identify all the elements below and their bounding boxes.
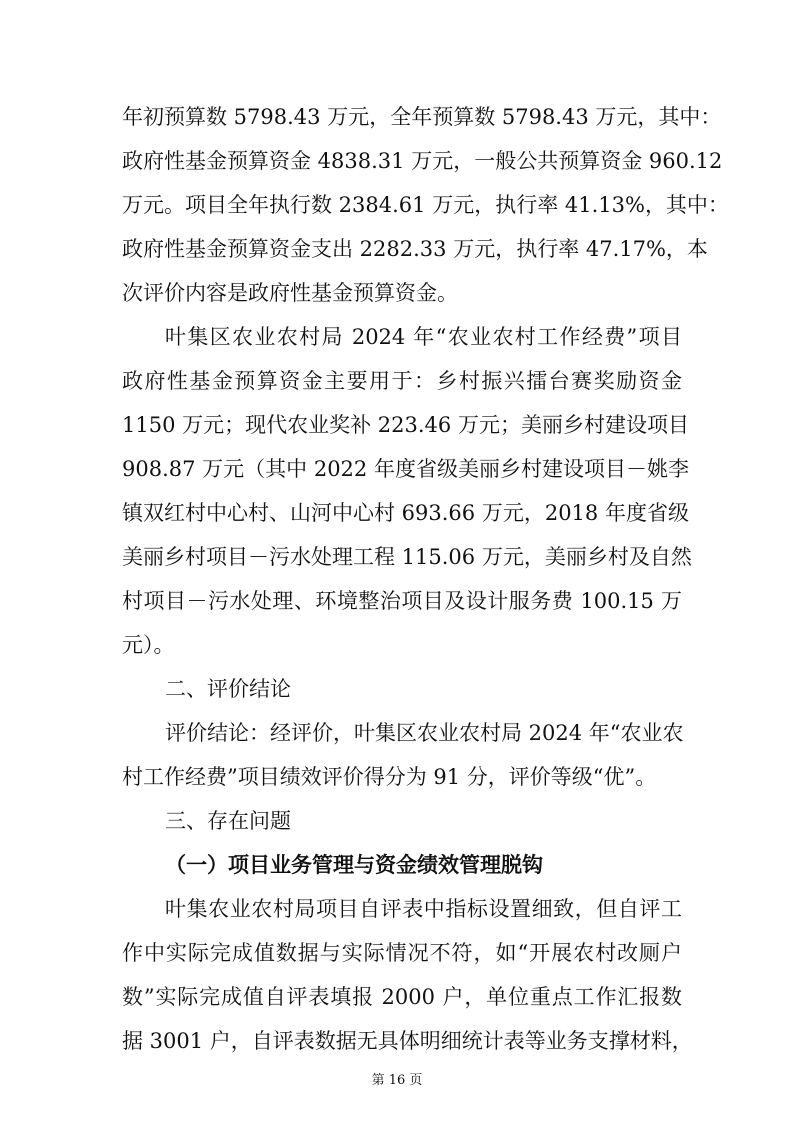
section-3-line-3: 数”实际完成值自评表填报 2000 户，单位重点工作汇报数	[122, 985, 682, 1009]
paragraph-1-line-3: 万元。项目全年执行数 2384.61 万元，执行率 41.13%，其中：	[122, 193, 729, 217]
section-3-line-4: 据 3001 户，自评表数据无具体明细统计表等业务支撑材料，	[122, 1029, 693, 1053]
section-2-line-1: 评价结论：经评价，叶集区农业农村局 2024 年“农业农	[165, 721, 684, 745]
paragraph-2-line-7: 村项目－污水处理、环境整治项目及设计服务费 100.15 万	[122, 589, 682, 613]
paragraph-2-line-1: 叶集区农业农村局 2024 年“农业农村工作经费”项目	[165, 325, 682, 349]
section-3-heading: 三、存在问题	[165, 809, 291, 833]
page-number: 第 16 页	[371, 1073, 423, 1088]
paragraph-2-line-2: 政府性基金预算资金主要用于：乡村振兴擂台赛奖励资金	[122, 369, 682, 393]
paragraph-2-line-5: 镇双红村中心村、山河中心村 693.66 万元，2018 年度省级	[122, 501, 689, 525]
paragraph-2-line-3: 1150 万元；现代农业奖补 223.46 万元；美丽乡村建设项目	[122, 413, 689, 437]
paragraph-1-line-1: 年初预算数 5798.43 万元，全年预算数 5798.43 万元，其中：	[122, 105, 722, 129]
paragraph-2-line-6: 美丽乡村项目－污水处理工程 115.06 万元，美丽乡村及自然	[122, 545, 692, 569]
paragraph-2-line-8: 元）。	[122, 633, 175, 657]
section-2-line-2: 村工作经费”项目绩效评价得分为 91 分，评价等级“优”。	[122, 765, 657, 789]
paragraph-1-line-4: 政府性基金预算资金支出 2282.33 万元，执行率 47.17%，本	[122, 237, 708, 261]
section-3-line-1: 叶集农业农村局项目自评表中指标设置细致，但自评工	[165, 897, 682, 921]
section-3-subheading: （一）项目业务管理与资金绩效管理脱钩	[165, 853, 543, 877]
paragraph-2-line-4: 908.87 万元（其中 2022 年度省级美丽乡村建设项目－姚李	[122, 457, 689, 481]
section-2-heading: 二、评价结论	[165, 677, 291, 701]
paragraph-1-line-2: 政府性基金预算资金 4838.31 万元，一般公共预算资金 960.12	[122, 149, 723, 173]
section-3-line-2: 作中实际完成值数据与实际情况不符，如“开展农村改厕户	[122, 941, 682, 965]
paragraph-1-line-5: 次评价内容是政府性基金预算资金。	[122, 281, 458, 305]
